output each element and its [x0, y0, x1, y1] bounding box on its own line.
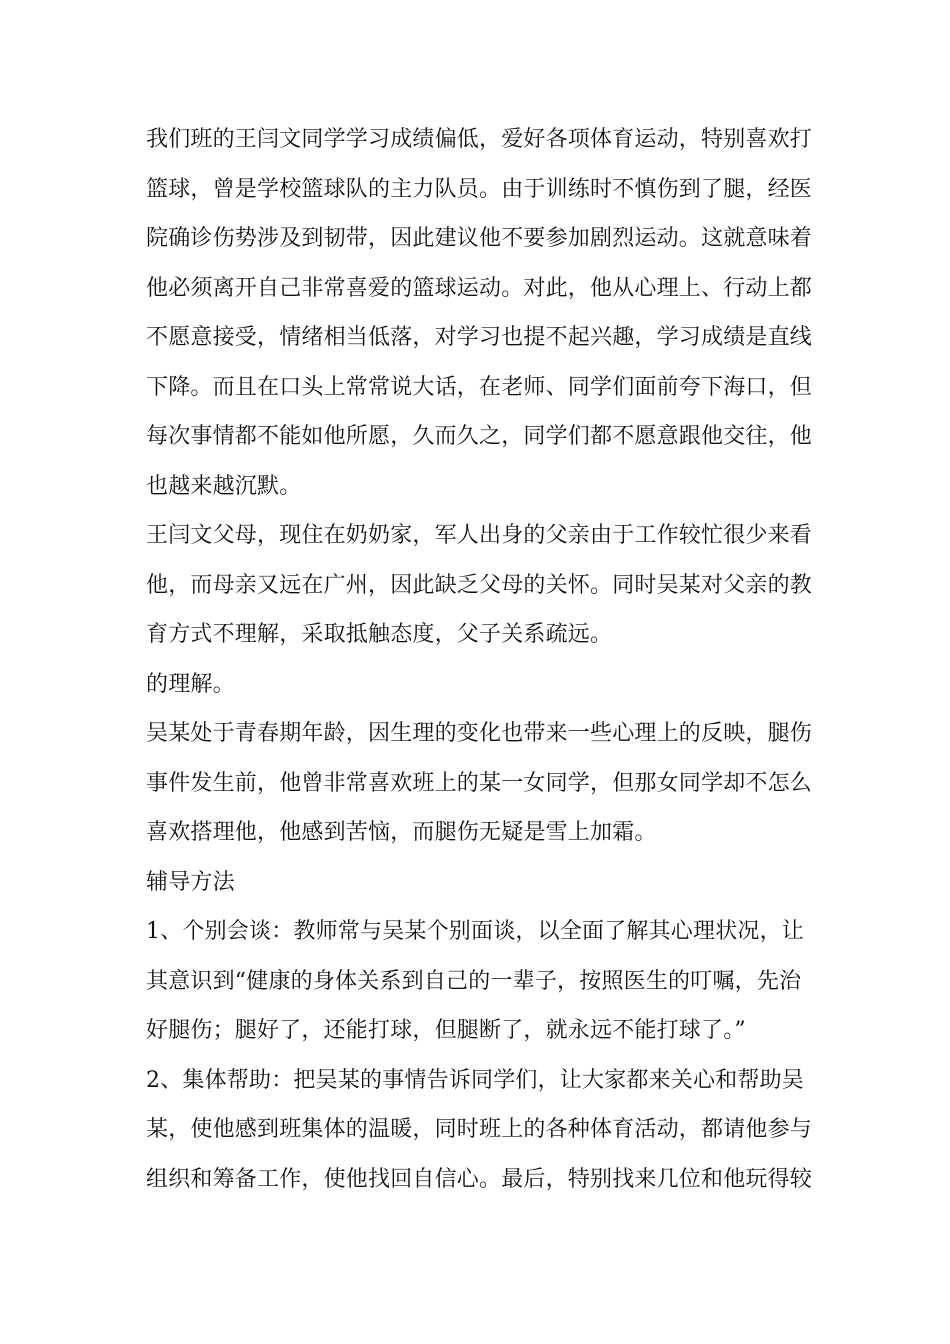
- text-line: 王闫文父母，现住在奶奶家，军人出身的父亲由于工作较忙很少来看: [146, 523, 813, 548]
- text-line: 1、个别会谈：教师常与吴某个别面谈，以全面了解其心理状况，让: [146, 919, 804, 944]
- text-line: 也越来越沉默。: [146, 473, 302, 499]
- text-line: 他，而母亲又远在广州，因此缺乏父母的关怀。同时吴某对父亲的教: [146, 572, 813, 598]
- text-line: 院确诊伤势涉及到韧带，因此建议他不要参加剧烈运动。这就意味着: [146, 226, 813, 251]
- text-line: 的理解。: [146, 671, 235, 697]
- text-line: 2、集体帮助：把吴某的事情告诉同学们，让大家都来关心和帮助吴: [146, 1067, 804, 1093]
- text-line: 育方式不理解，采取抵触态度，父子关系疏远。: [146, 622, 613, 647]
- text-line: 下降。而且在口头上常常说大话，在老师、同学们面前夸下海口，但: [146, 374, 813, 400]
- text-line: 他必须离开自己非常喜爱的篮球运动。对此，他从心理上、行动上都: [146, 275, 813, 301]
- text-line: 事件发生前，他曾非常喜欢班上的某一女同学，但那女同学却不怎么: [146, 770, 813, 796]
- text-line: 吴某处于青春期年龄，因生理的变化也带来一些心理上的反映，腿伤: [146, 721, 813, 746]
- text-line: 其意识到“健康的身体关系到自己的一辈子，按照医生的叮嘱，先治: [146, 968, 802, 994]
- text-line: 不愿意接受，情绪相当低落，对学习也提不起兴趣，学习成绩是直线: [146, 325, 813, 350]
- text-line: 我们班的王闫文同学学习成绩偏低，爱好各项体育运动，特别喜欢打: [146, 127, 813, 152]
- text-line: 篮球，曾是学校篮球队的主力队员。由于训练时不慎伤到了腿，经医: [146, 176, 813, 202]
- text-line: 每次事情都不能如他所愿，久而久之，同学们都不愿意跟他交往，他: [146, 424, 813, 449]
- section-heading: 辅导方法: [146, 869, 235, 895]
- text-line: 好腿伤；腿好了，还能打球，但腿断了，就永远不能打球了。”: [146, 1018, 746, 1043]
- text-line: 组织和筹备工作，使他找回自信心。最后，特别找来几位和他玩得较: [146, 1166, 813, 1192]
- text-line: 喜欢搭理他，他感到苦恼，而腿伤无疑是雪上加霜。: [146, 820, 657, 845]
- document-body: [146, 115, 813, 1204]
- text-line: 某，使他感到班集体的温暖，同时班上的各种体育活动，都请他参与: [146, 1117, 813, 1142]
